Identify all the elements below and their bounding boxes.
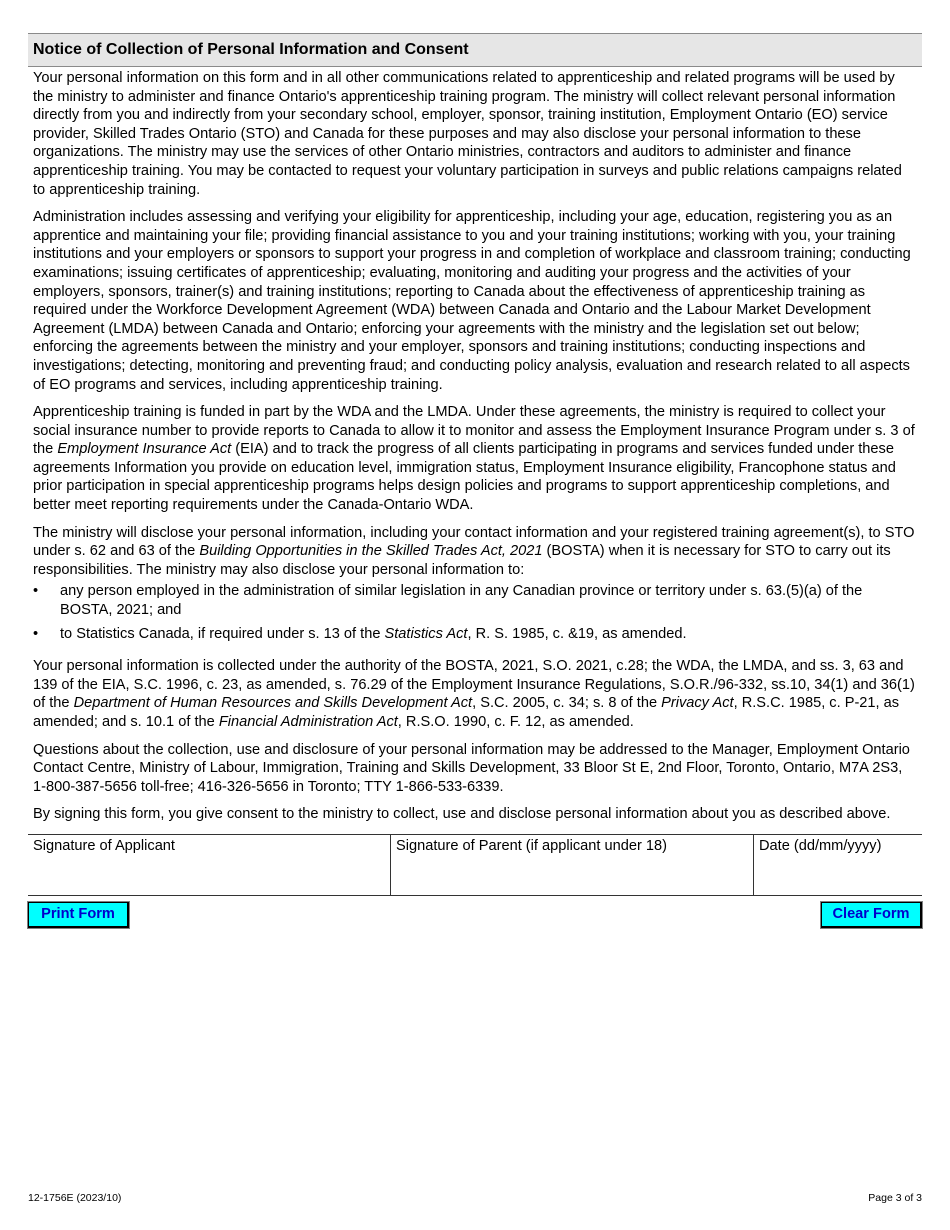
list-item [33, 625, 917, 644]
list-item [33, 582, 917, 619]
date-field[interactable] [754, 835, 922, 895]
text-segment: to Statistics Canada, if required under s. 13 of the [60, 625, 385, 642]
bullet-marker: • [33, 583, 39, 600]
page-number: Page 3 of 3 [868, 1192, 922, 1204]
text-segment: (BOSTA) when it is necessary for STO to carry out its responsibilities. The ministry may also disclose your personal information to: [33, 543, 891, 578]
paragraph-funding [33, 403, 917, 515]
text-segment: , S.C. 2005, c. 34; s. 8 of the [472, 695, 662, 712]
bullet-marker: • [33, 625, 39, 642]
applicant-signature-field[interactable] [28, 835, 391, 895]
notice-body [28, 67, 922, 824]
act-name: Financial Administration Act [218, 714, 398, 730]
paragraph-questions: Questions about the collection, use and disclosure of your personal information may be addressed to the Manager, Employment Ontario Contact Centre, Ministry of Labour, Immigration, Training and Skills Development, 33 Bloor St E, 2nd Floor, Toronto, Ontario, M7A 2S3, 1-800-387-5656 toll-free; 416-326-5656 in Toronto; TTY 1-866-533-6339. [33, 741, 910, 795]
parent-signature-field[interactable] [391, 835, 754, 895]
parent-signature-label: Signature of Parent (if applicant under 18) [396, 837, 667, 854]
form-number: 12-1756E (2023/10) [28, 1192, 122, 1204]
text-segment: , R.S.C. 1985, c. P-21, as amended; and s. 10.1 of the [33, 695, 900, 730]
date-label: Date (dd/mm/yyyy) [759, 837, 882, 854]
paragraph-administration: Administration includes assessing and verifying your eligibility for apprenticeship, including your age, education, registering you as an apprentice and maintaining your file; providing financial assistance to you and your training institutions; working with you, your training institutions and your employers or sponsors to support your progress in and completion of workplace and classroom training; conducting examinations; issuing certificates of apprenticeship; evaluating, monitoring and auditing your progress and the activities of your employers, sponsors, trainer(s) and training institutions; reporting to Canada about the effectiveness of apprenticeship training as required under the Workforce Development Agreement (WDA) between Canada and Ontario and the Labour Market Development Agreement (LMDA) between Canada and Ontario; enforcing your agreements with the ministry and the legislation set out below; enforcing the agreements between the ministry and your employer, sponsors and training institutions; conducting inspections and investigations; detecting, monitoring and preventing fraud; and conducting policy analysis, evaluation and research related to all aspects of EO programs and services, including apprenticeship training. [33, 209, 911, 393]
notice-section [28, 33, 922, 936]
paragraph-consent: By signing this form, you give consent to the ministry to collect, use and disclose personal information about you as described above. [33, 806, 891, 823]
signature-row [28, 834, 922, 896]
paragraph-collection: Your personal information on this form and in all other communications related to apprenticeship and related programs will be used by the ministry to administer and finance Ontario's apprenticeship training program. The ministry will collect relevant personal information directly from you and indirectly from your secondary school, employer, sponsor, training institution, Employment Ontario (EO) service provider, Skilled Trades Ontario (STO) and Canada for these purposes and may also disclose your personal information to these organizations. The ministry may use the services of other Ontario ministries, contractors and auditors to administer and finance apprenticeship training. You may be contacted to request your voluntary participation in surveys and public relations campaigns related to apprenticeship training. [33, 70, 902, 198]
print-form-button[interactable]: Print Form [28, 902, 129, 928]
text-segment: , R. S. 1985, c. &19, as amended. [467, 625, 687, 642]
act-name: Building Opportunities in the Skilled Trades Act, 2021 [199, 543, 543, 560]
text-segment: The ministry will disclose your personal information, including your contact information and your registered training agreement(s), to STO under s. 62 and 63 of the [33, 524, 915, 560]
paragraph-disclosure [33, 524, 917, 580]
paragraph-authority [33, 657, 917, 731]
list-item-text: any person employed in the administration of similar legislation in any Canadian province or territory under s. 63.(5)(a) of the BOSTA, 2021; and [60, 583, 863, 619]
act-name: Employment Insurance Act [57, 441, 232, 458]
text-segment: (EIA) and to track the progress of all clients participating in programs and services funded under these agreements Information you provide on education level, immigration status, Employment Insurance eligibility, Francophone status and prior participation in special apprenticeship programs helps design policies and programs to support apprenticeship completions, and better meet reporting requirements under the Canada-Ontario WDA. [33, 441, 896, 514]
section-title: Notice of Collection of Personal Information and Consent [28, 33, 922, 67]
text-segment: , R.S.O. 1990, c. F. 12, as amended. [397, 714, 634, 730]
act-name: Privacy Act [661, 695, 734, 712]
text-segment: Your personal information is collected under the authority of the BOSTA, 2021, S.O. 2021, c.28; the WDA, the LMDA, and ss. 3, 63 and 139 of the EIA, S.C. 1996, c. 23, as amended, s. 76.29 of the Employment Insurance Regulations, S.O.R./96-332, ss.10, 34(1) and 36(1) of the [33, 658, 915, 712]
act-name: Statistics Act [384, 625, 468, 642]
act-name: Department of Human Resources and Skills Development Act [73, 695, 473, 712]
applicant-signature-label: Signature of Applicant [33, 837, 175, 854]
form-buttons [28, 902, 922, 936]
disclosure-list [33, 582, 917, 643]
clear-form-button[interactable]: Clear Form [821, 902, 922, 928]
text-segment: Apprenticeship training is funded in part by the WDA and the LMDA. Under these agreements, the ministry is required to collect your social insurance number to provide reports to Canada to allow it to monitor and assess the Employment Insurance Program under s. 3 of the [33, 404, 915, 458]
